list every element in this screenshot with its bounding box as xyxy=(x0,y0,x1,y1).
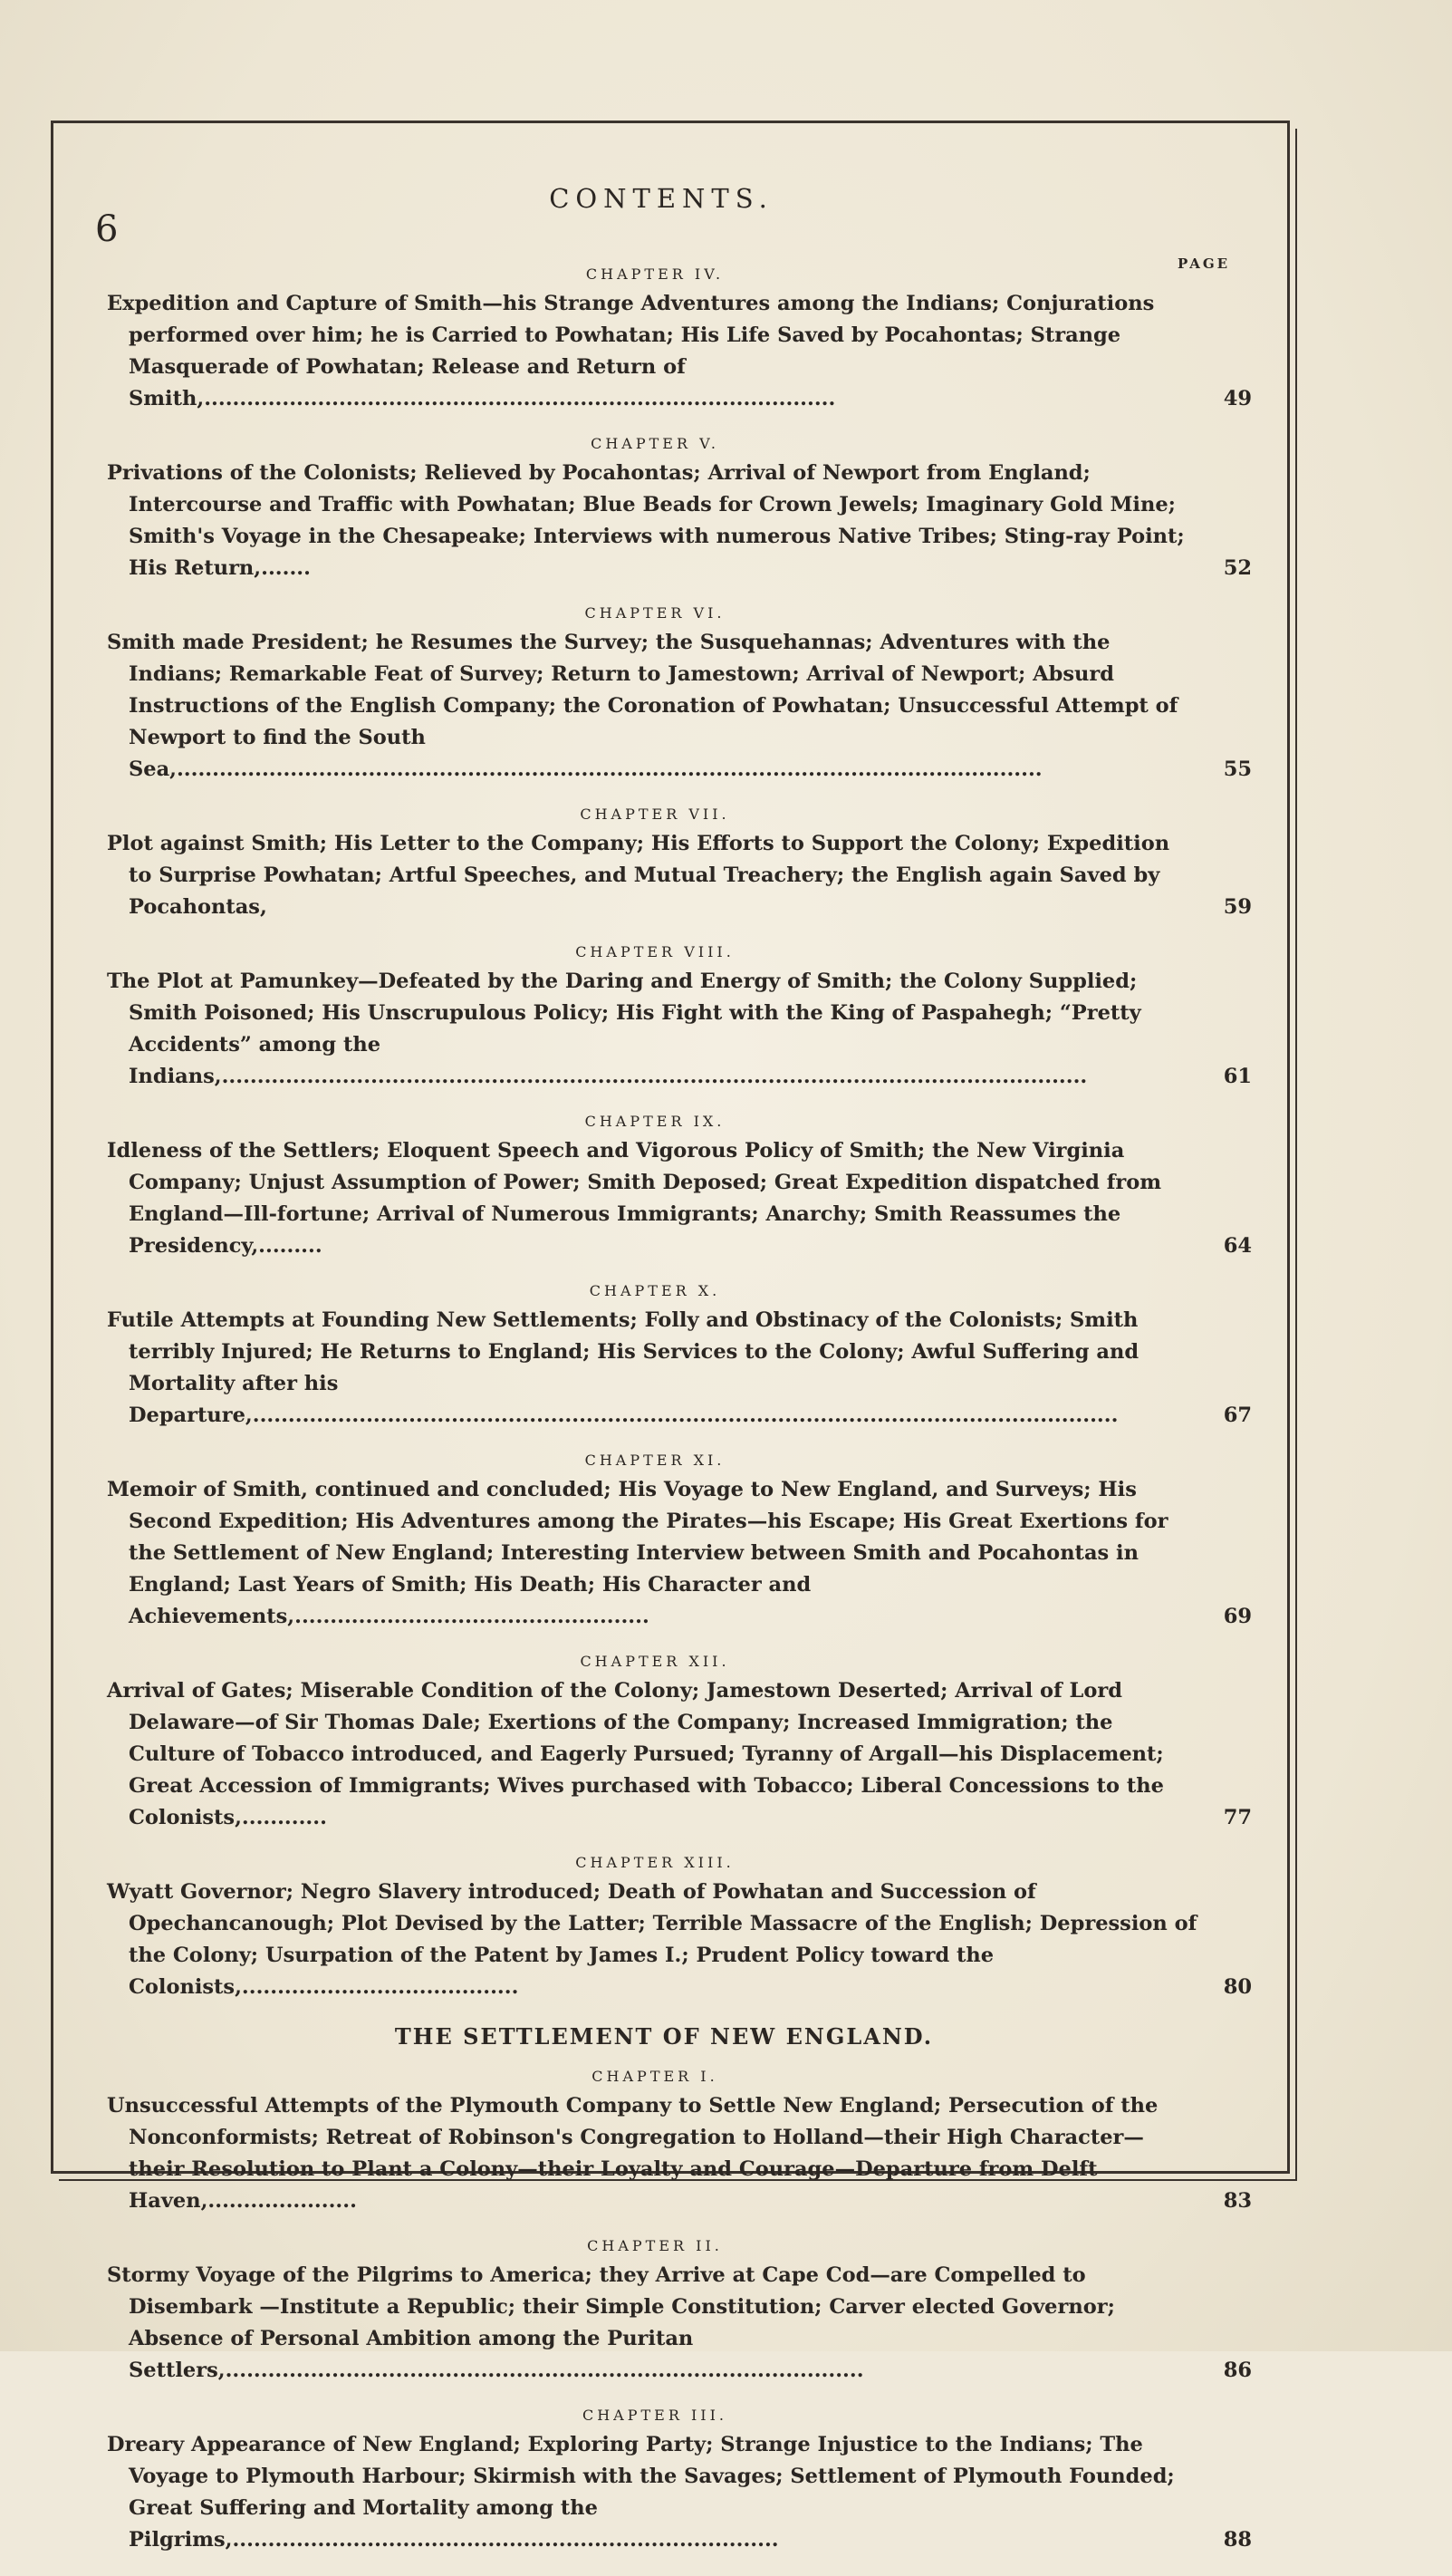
chapter-entry xyxy=(107,1474,1252,1633)
table-of-contents xyxy=(107,265,1252,2576)
chapter-heading: CHAPTER XII. xyxy=(580,1653,730,1670)
chapter-summary: Dreary Appearance of New England; Exploring Party; Strange Injustice to the Indians; The Voyage to Plymouth Harbour; Skirmish with the Savages; Settlement of Plymouth Founded; Great Suffering and Mortality among the Pilgrims,............................................................................. xyxy=(107,2433,1175,2552)
chapter-page-number: 59 xyxy=(1223,895,1252,919)
chapter-summary: Idleness of the Settlers; Eloquent Speech and Vigorous Policy of Smith; the New Virginia Company; Unjust Assumption of Power; Smith Deposed; Great Expedition dispatched from England—Ill-fortune; Arrival of Numerous Immigrants; Anarchy; Smith Reassumes the Presidency,......... xyxy=(107,1139,1162,1258)
chapter-page-number: 86 xyxy=(1223,2359,1252,2382)
page-column-label: PAGE xyxy=(1178,256,1231,272)
chapter-entry xyxy=(107,2429,1252,2556)
chapter-summary: Arrival of Gates; Miserable Condition of the Colony; Jamestown Deserted; Arrival of Lord Delaware—of Sir Thomas Dale; Exertions of the Company; Increased Immigration; the Culture of Tobacco introduced, and Eagerly Pursued; Tyranny of Argall—his Displacement; Great Accession of Immigrants; Wives purchased with Tobacco; Liberal Concessions to the Colonists,............ xyxy=(107,1679,1164,1829)
chapter-entry xyxy=(107,458,1252,584)
chapter-summary: Stormy Voyage of the Pilgrims to America; they Arrive at Cape Cod—are Compelled to Disembark —Institute a Republic; their Simple Constitution; Carver elected Governor; Absence of Personal Ambition among the Puritan Settlers,.......................................................................................... xyxy=(107,2263,1115,2382)
chapter-page-number: 52 xyxy=(1223,556,1252,580)
chapter-heading: CHAPTER XI. xyxy=(584,1452,726,1469)
page-number: 6 xyxy=(95,208,120,250)
chapter-summary: Wyatt Governor; Negro Slavery introduced; Death of Powhatan and Succession of Opechancanough; Plot Devised by the Latter; Terrible Massacre of the English; Depression of the Colony; Usurpation of the Patent by James I.; Prudent Policy toward the Colonists,....................................... xyxy=(107,1880,1197,1999)
chapter-page-number: 49 xyxy=(1223,387,1252,410)
chapter-heading: CHAPTER V. xyxy=(591,435,719,452)
chapter-summary: Memoir of Smith, continued and concluded; His Voyage to New England, and Surveys; His Second Expedition; His Adventures among the Pirates—his Escape; His Great Exertions for the Settlement of New England; Interesting Interview between Smith and Pocahontas in England; Last Years of Smith; His Death; His Character and Achievements,.................................................. xyxy=(107,1478,1168,1628)
chapter-summary: Plot against Smith; His Letter to the Company; His Efforts to Support the Colony; Expedition to Surprise Powhatan; Artful Speeches, and Mutual Treachery; the English again Saved by Pocahontas, xyxy=(107,832,1170,919)
chapter-page-number: 61 xyxy=(1223,1065,1252,1088)
chapter-entry xyxy=(107,288,1252,415)
chapter-heading: CHAPTER VI. xyxy=(584,604,726,622)
chapter-page-number: 64 xyxy=(1223,1234,1252,1258)
chapter-summary: Unsuccessful Attempts of the Plymouth Company to Settle New England; Persecution of the Nonconformists; Retreat of Robinson's Congregation to Holland—their High Character—their Resolution to Plant a Colony—their Loyalty and Courage—Departure from Delft Haven,..................... xyxy=(107,2094,1159,2213)
chapter-entry xyxy=(107,1675,1252,1834)
chapter-heading: CHAPTER X. xyxy=(589,1282,721,1299)
chapter-summary: Smith made President; he Resumes the Survey; the Susquehannas; Adventures with the Indians; Remarkable Feat of Survey; Return to Jamestown; Arrival of Newport; Absurd Instructions of the English Company; the Coronation of Powhatan; Unsuccessful Attempt of Newport to find the South Sea,.......................................................................................................................... xyxy=(107,631,1178,781)
chapter-page-number: 77 xyxy=(1223,1806,1252,1829)
chapter-heading: CHAPTER IV. xyxy=(585,265,725,283)
chapter-page-number: 83 xyxy=(1223,2189,1252,2213)
contents-title: CONTENTS. xyxy=(549,183,774,214)
chapter-entry xyxy=(107,1135,1252,1262)
section-chapter-list xyxy=(107,2068,1252,2556)
chapter-entry xyxy=(107,1877,1252,2003)
chapter-page-number: 80 xyxy=(1223,1975,1252,1999)
chapter-summary: Privations of the Colonists; Relieved by Pocahontas; Arrival of Newport from England; Intercourse and Traffic with Powhatan; Blue Beads for Crown Jewels; Imaginary Gold Mine; Smith's Voyage in the Chesapeake; Interviews with numerous Native Tribes; Sting-ray Point; His Return,....... xyxy=(107,461,1185,580)
chapter-heading: CHAPTER IX. xyxy=(584,1113,726,1130)
chapter-heading: CHAPTER XIII. xyxy=(575,1854,735,1871)
chapter-page-number: 69 xyxy=(1223,1605,1252,1628)
chapter-entry xyxy=(107,828,1252,923)
chapter-entry xyxy=(107,627,1252,786)
chapter-heading: CHAPTER I. xyxy=(591,2068,718,2085)
chapter-heading: CHAPTER III. xyxy=(582,2407,728,2424)
chapter-page-number: 67 xyxy=(1223,1404,1252,1427)
chapter-page-number: 88 xyxy=(1223,2528,1252,2552)
chapter-heading: CHAPTER VIII. xyxy=(575,943,735,960)
chapter-entry xyxy=(107,1305,1252,1432)
chapter-summary: Futile Attempts at Founding New Settlements; Folly and Obstinacy of the Colonists; Smith terribly Injured; He Returns to England; His Services to the Colony; Awful Suffering and Mortality after his Departure,.......................................................................................................................... xyxy=(107,1308,1139,1427)
chapter-heading: CHAPTER VII. xyxy=(580,806,730,823)
chapter-summary: The Plot at Pamunkey—Defeated by the Daring and Energy of Smith; the Colony Supplied; Smith Poisoned; His Unscrupulous Policy; His Fight with the King of Paspahegh; “Pretty Accidents” among the Indians,.......................................................................................................................... xyxy=(107,970,1141,1088)
chapter-list xyxy=(107,265,1252,2003)
section-title: THE SETTLEMENT OF NEW ENGLAND. xyxy=(394,2023,934,2050)
chapter-heading: CHAPTER II. xyxy=(587,2237,723,2254)
chapter-page-number: 55 xyxy=(1223,757,1252,781)
chapter-entry xyxy=(107,2090,1252,2217)
chapter-entry xyxy=(107,2260,1252,2387)
chapter-entry xyxy=(107,966,1252,1093)
chapter-summary: Expedition and Capture of Smith—his Strange Adventures among the Indians; Conjurations performed over him; he is Carried to Powhatan; His Life Saved by Pocahontas; Strange Masquerade of Powhatan; Release and Return of Smith,......................................................................................... xyxy=(107,292,1155,410)
